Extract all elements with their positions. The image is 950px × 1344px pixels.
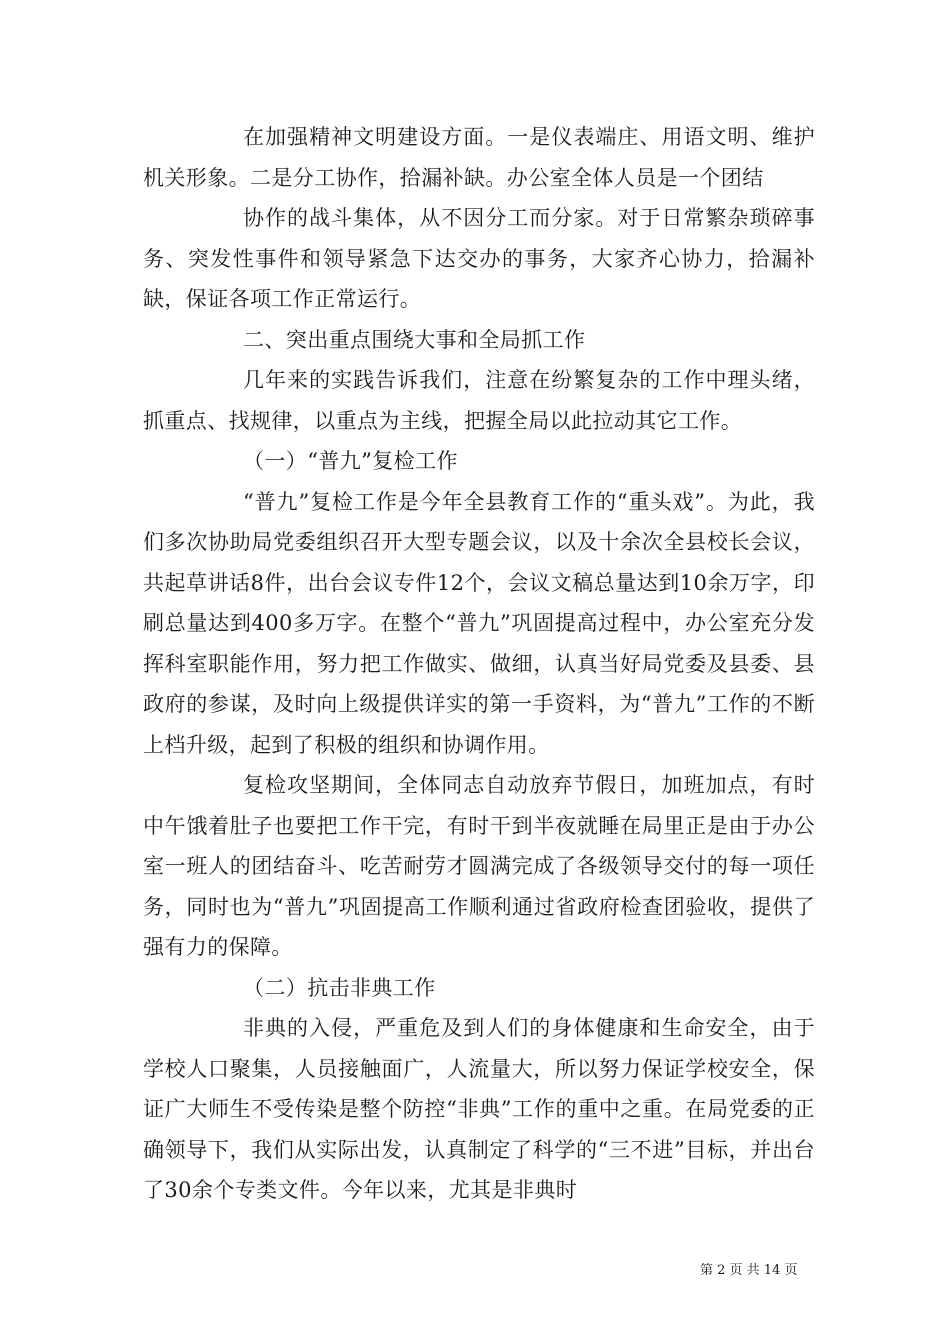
page-number-footer: 第 2 页 共 14 页 <box>700 1263 798 1278</box>
paragraph-spiritual-civilization: 在加强精神文明建设方面。一是仪表端庄、用语文明、维护机关形象。二是分工协作，拾漏补缺。办公室全体人员是一个团结 <box>143 125 815 190</box>
paragraph-practice: 几年来的实践告诉我们，注意在纷繁复杂的工作中理头绪，抓重点、找规律，以重点为主线，把握全局以此拉动其它工作。 <box>143 368 815 433</box>
document-body <box>143 117 815 1211</box>
paragraph-recheck-effort: 复检攻坚期间，全体同志自动放弃节假日，加班加点，有时中午饿着肚子也要把工作干完，有时干到半夜就睡在局里正是由于办公室一班人的团结奋斗、吃苦耐劳才圆满完成了各级领导交付的每一项任务，同时也为“普九”巩固提高工作顺利通过省政府检查团验收，提供了强有力的保障。 <box>143 773 815 959</box>
subsection-heading-sars: （二）抗击非典工作 <box>243 975 436 1000</box>
paragraph-puji-recheck: “普九”复检工作是今年全县教育工作的“重头戏”。为此，我们多次协助局党委组织召开大型专题会议，以及十余次全县校长会议，共起草讲话8件，出台会议专件12个，会议文稿总量达到10余万字，印刷总量达到400多万字。在整个“普九”巩固提高过程中，办公室充分发挥科室职能作用，努力把工作做实、做细，认真当好局党委及县委、县政府的参谋，及时向上级提供详实的第一手资料，为“普九”工作的不断上档升级，起到了积极的组织和协调作用。 <box>143 489 815 757</box>
paragraph-teamwork: 协作的战斗集体，从不因分工而分家。对于日常繁杂琐碎事务、突发性事件和领导紧急下达交办的事务，大家齐心协力，拾漏补缺，保证各项工作正常运行。 <box>143 206 815 311</box>
section-heading-key-work: 二、突出重点围绕大事和全局抓工作 <box>243 327 586 352</box>
subsection-heading-puji: （一）“普九”复检工作 <box>243 449 458 473</box>
paragraph-sars-work: 非典的入侵，严重危及到人们的身体健康和生命安全，由于学校人口聚集，人员接触面广，人流量大，所以努力保证学校安全，保证广大师生不受传染是整个防控“非典”工作的重中之重。在局党委的正确领导下，我们从实际出发，认真制定了科学的“三不进”目标，并出台了30余个专类文件。今年以来，尤其是非典时 <box>143 1016 815 1202</box>
